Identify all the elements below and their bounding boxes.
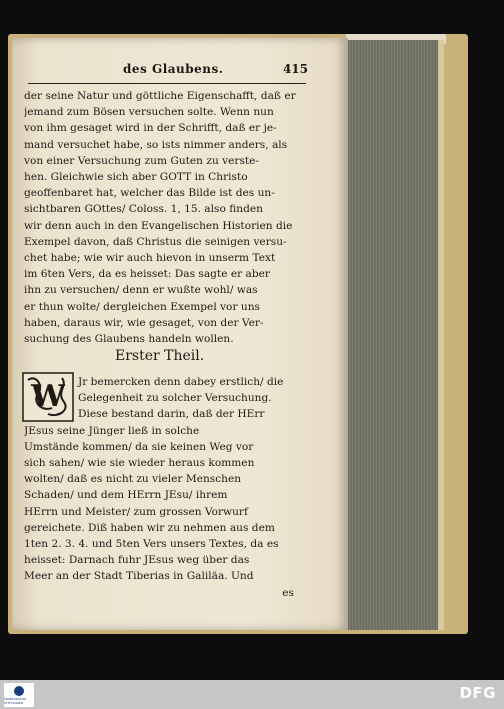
logo-text: FRANCKESCHE STIFTUNGEN — [4, 696, 27, 705]
text-line: von einer Versuchung zum Guten zu verste- — [24, 154, 260, 167]
text-line: sich sahen/ wie sie wieder heraus kommen — [24, 457, 255, 470]
dropcap-letter: W — [31, 379, 65, 414]
page-number: 415 — [282, 62, 308, 76]
text-line: im 6ten Vers, da es heisset: Das sagte er aber — [24, 268, 270, 281]
text-line: heisset: Darnach fuhr JEsus weg über das — [24, 554, 250, 567]
paragraph-1 — [24, 88, 306, 347]
text-line: Meer an der Stadt Tiberias in Galiläa. Und — [24, 570, 254, 583]
text-line: JEsus seine Jünger ließ in solche — [24, 424, 200, 437]
text-line: Diese bestand darin, daß der HErr — [78, 408, 265, 421]
section-title: Erster Theil. — [115, 348, 205, 364]
text-line: geoffenbaret hat, welcher das Bilde ist des un- — [24, 187, 275, 200]
text-line: Jr bemercken denn dabey erstlich/ die — [78, 376, 284, 388]
text-line: chet habe; wie wir auch hievon in unserm Text — [24, 252, 276, 265]
text-line: von ihm gesaget wird in der Schrifft, daß er je- — [24, 122, 277, 135]
text-line: haben, daraus wir, wie gesaget, von der Ver- — [24, 316, 264, 329]
text-line: Umstände kommen/ da sie keinen Weg vor — [24, 440, 254, 453]
franckesche-logo[interactable] — [4, 683, 34, 707]
logo-mark-icon — [14, 686, 24, 696]
dfg-logo[interactable]: DFG — [459, 684, 496, 702]
text-line: 1ten 2. 3. 4. und 5ten Vers unsers Textes, da es — [24, 538, 279, 551]
text-line: mand versuchet habe, so ists nimmer anders, als — [24, 138, 288, 151]
text-line: sichtbaren GOttes/ Coloss. 1, 15. also finden — [24, 203, 263, 216]
page-header — [28, 62, 308, 80]
catchword: es — [282, 586, 294, 599]
text-line: Gelegenheit zu solcher Versuchung. — [78, 392, 272, 405]
text-line: der seine Natur und göttliche Eigenschafft, daß er — [24, 90, 296, 102]
running-title: des Glaubens. — [123, 62, 224, 76]
paragraph-2 — [24, 374, 306, 601]
text-line: Exempel davon, daß Christus die seinigen versu- — [24, 235, 287, 248]
text-line: suchung des Glaubens handeln wollen. — [24, 333, 234, 346]
text-line: HErrn und Meister/ zum grossen Vorwurf — [24, 505, 248, 518]
text-line: gereichete. Diß haben wir zu nehmen aus dem — [24, 521, 275, 534]
text-line: jemand zum Bösen versuchen solte. Wenn nun — [24, 106, 274, 119]
header-rule — [28, 83, 306, 84]
text-line: Schaden/ und dem HErrn JEsu/ ihrem — [24, 489, 228, 502]
text-line: wir denn auch in den Evangelischen Historien die — [24, 219, 293, 232]
page-edges — [346, 40, 444, 630]
text-line: ihn zu versuchen/ denn er wußte wohl/ was — [24, 284, 258, 297]
footer-bar — [0, 680, 504, 709]
text-line: hen. Gleichwie sich aber GOTT in Christo — [24, 171, 248, 184]
text-line: er thun wolte/ dergleichen Exempel vor uns — [24, 300, 260, 313]
text-line: wolten/ daß es nicht zu vieler Menschen — [24, 473, 242, 486]
